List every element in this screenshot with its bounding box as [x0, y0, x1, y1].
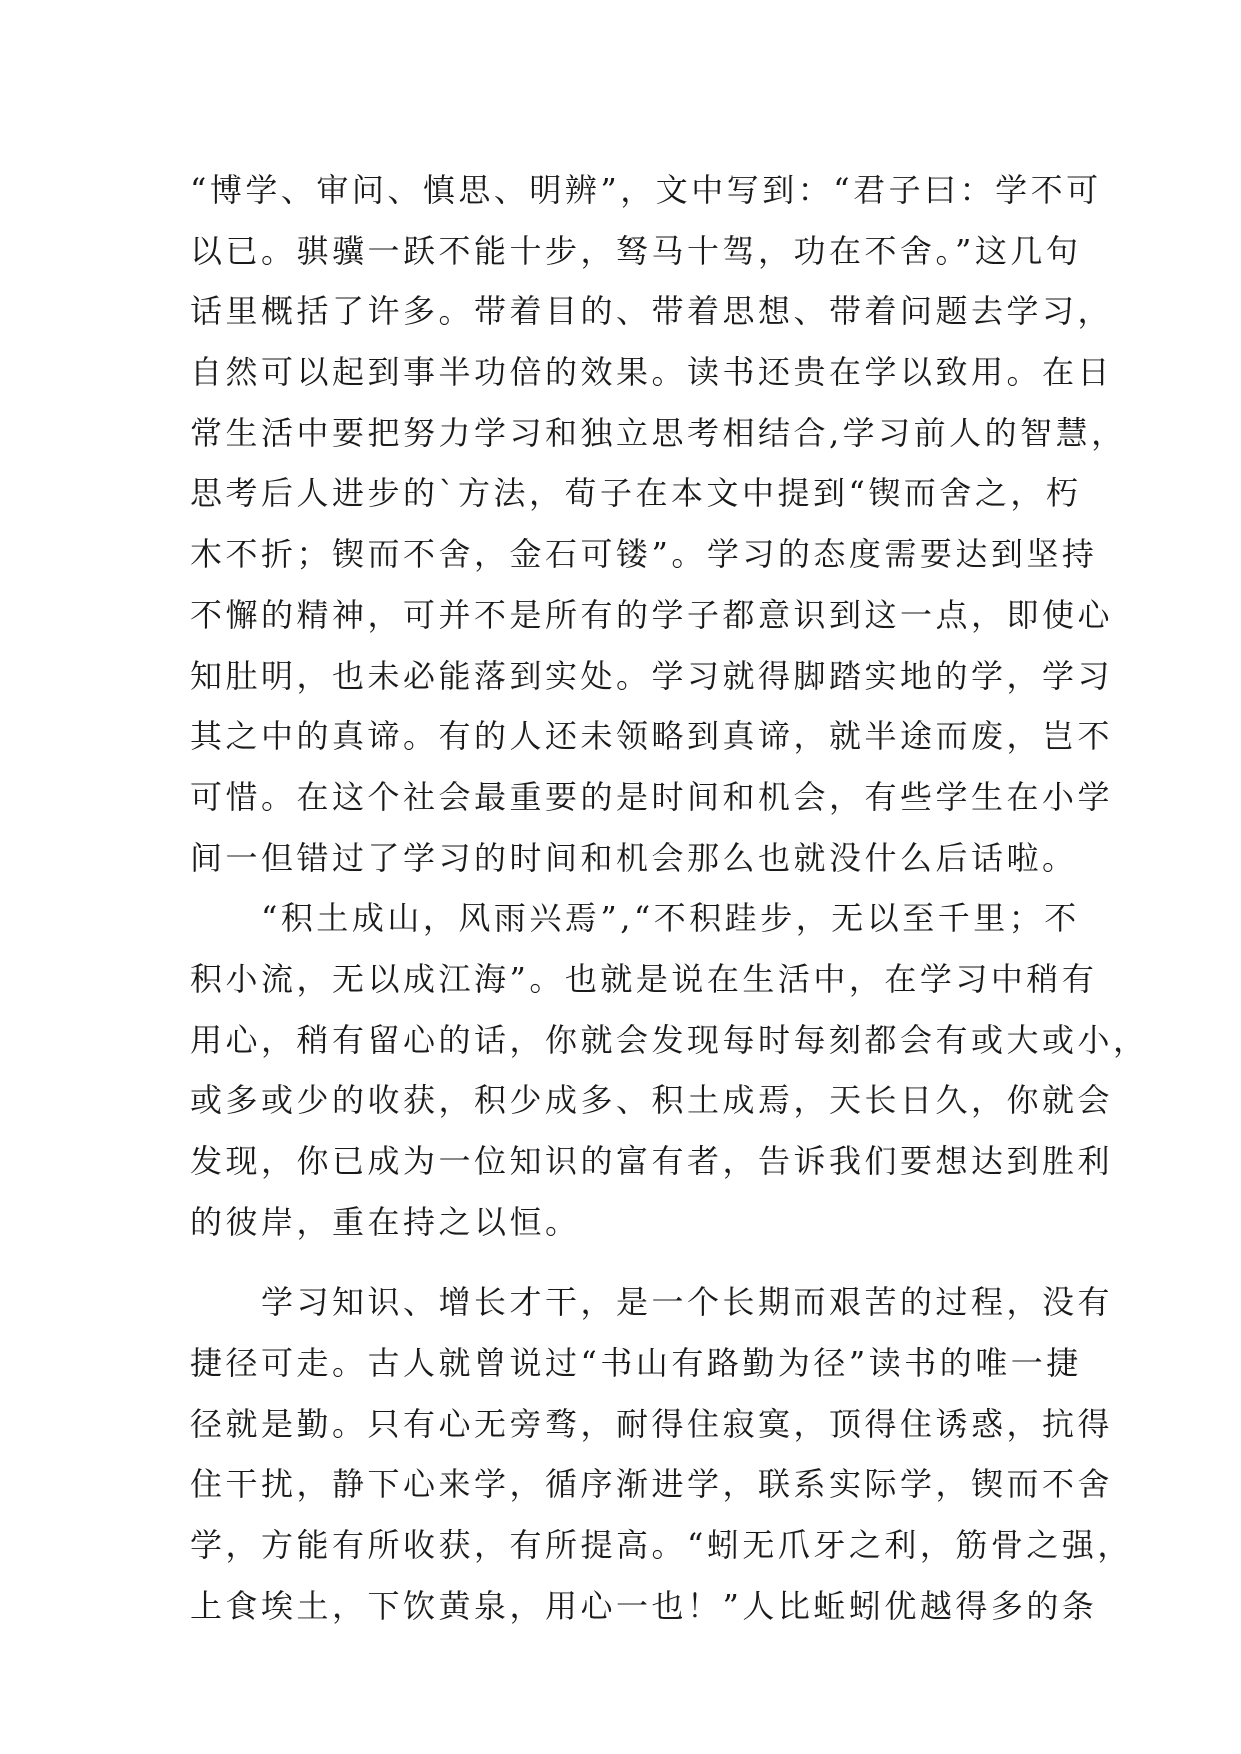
text-line: 间一但错过了学习的时间和机会那么也就没什么后话啦。: [190, 838, 1078, 877]
text-line: 发现，你已成为一位知识的富有者，告诉我们要想达到胜利: [190, 1142, 1114, 1180]
text-line: 积小流，无以成江海”。也就是说在生活中，在学习中稍有: [190, 959, 1098, 998]
text-line: 的彼岸，重在持之以恒。: [190, 1202, 581, 1241]
text-line: 思考后人进步的`方法，荀子在本文中提到“锲而舍之，朽: [190, 474, 1082, 513]
paragraph-spacer: [190, 1252, 1060, 1272]
text-line: 常生活中要把努力学习和独立思考相结合,学习前人的智慧，: [190, 413, 1127, 452]
paragraph-2: [190, 888, 1149, 1252]
text-line: 话里概括了许多。带着目的、带着思想、带着问题去学习，: [190, 292, 1114, 331]
text-line: “博学、审问、慎思、明辨”，文中写到：“君子曰：学不可: [190, 171, 1102, 209]
text-line: 以已。骐骥一跃不能十步，驽马十驾，功在不舍。”这几句: [190, 231, 1082, 270]
text-line: 住干扰，静下心来学，循序渐进学，联系实际学，锲而不舍: [190, 1465, 1114, 1504]
text-line: 可惜。在这个社会最重要的是时间和机会，有些学生在小学: [190, 777, 1114, 816]
text-line: 木不折；锲而不舍，金石可镂”。学习的态度需要达到坚持: [190, 535, 1098, 574]
text-line: 自然可以起到事半功倍的效果。读书还贵在学以致用。在日: [190, 353, 1114, 392]
text-line: 学，方能有所收获，有所提高。“蚓无爪牙之利，筋骨之强，: [190, 1526, 1133, 1565]
text-line: 不懈的精神，可并不是所有的学子都意识到这一点，即使心: [190, 595, 1114, 634]
text-line: 捷径可走。古人就曾说过“书山有路勤为径”读书的唯一捷: [190, 1344, 1082, 1383]
text-line: 径就是勤。只有心无旁骛，耐得住寂寞，顶得住诱惑，抗得: [190, 1404, 1114, 1443]
text-line: 知肚明，也未必能落到实处。学习就得脚踏实地的学，学习: [190, 656, 1114, 695]
text-line: 或多或少的收获，积少成多、积土成焉，天长日久，你就会: [190, 1081, 1114, 1120]
text-line: 上食埃土，下饮黄泉，用心一也！”人比蚯蚓优越得多的条: [190, 1586, 1098, 1625]
text-line: 学习知识、增长才干，是一个长期而艰苦的过程，没有: [190, 1283, 1114, 1322]
text-line: 用心，稍有留心的话，你就会发现每时每刻都会有或大或小，: [190, 1020, 1149, 1059]
paragraph-1: [190, 160, 1127, 888]
body-text: [190, 160, 1149, 1637]
paragraph-3: [190, 1272, 1133, 1636]
text-line: “积土成山，风雨兴焉”,“不积跬步，无以至千里；不: [190, 899, 1080, 938]
text-line: 其之中的真谛。有的人还未领略到真谛，就半途而废，岂不: [190, 717, 1114, 756]
